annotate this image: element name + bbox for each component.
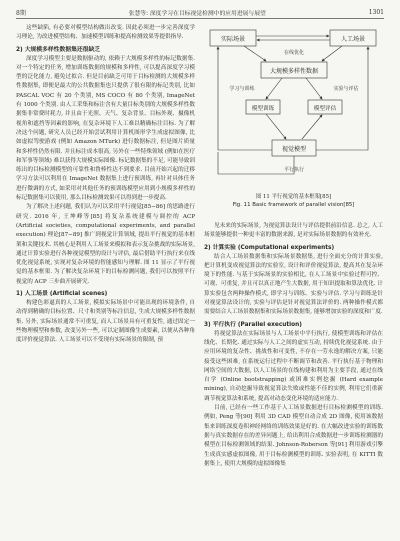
section-heading: 3) 平行执行 (Parallel execution) xyxy=(204,321,302,328)
header-rule xyxy=(16,18,384,19)
paragraph: 将视觉算法在实际场景与人工场景中平行执行, 使模型训练和评估在线化、长期化. 通过实际与人工之间的虚实互动, 持续优化视觉系统. 由于应用环境的复杂性、挑战性和可变性, 不存在一劳永逸的解决方案, 只能接受这些困难, 在系统运行过程中不断调节和改善. 平行执行基于物理和网络空间的大数据, 以人工场景的在线构建和利用为主要手段, 通过在线自学 (Online bootstrapping) 或困难实例挖掘 (Hard example mining), 自动挖掘导致视觉算法失败或性能不佳的实例, 利用它们重新调节视觉算法和系统, 提高对动态变化环境的适应能力. xyxy=(204,330,383,402)
section-heading: 2) 大规模多样性数据集还很缺乏 xyxy=(16,46,101,53)
section-heading: 1) 人工场景 (Artificial scenes) xyxy=(16,291,108,298)
paragraph: 深度学习模型主要是数据驱动的, 依赖于大规模多样性的标记数据集. 对一个特定的任务, 增加训练数据的规模和多样性, 可以提高深度学习模型的泛化能力, 避免过拟合. 但是目前缺乏可用于目标检测的大规模多样性数据集, 即便是最大的公共数据集也只提供了很有限的标记类别, 比如 PASCAL VOC 有 20 个类别, MS COCO 有 80 个类别, ImageNet 有 1000 个类别. 由人工采集和标注含有大量目标类别的大规模多样性数据集非常费时耗力, 并且由于光照、天气、复杂背景、目标外观、摄像机视角和遮挡等因素的影响, 在复杂环境下人工难以精确标注目标. 为了解决这个问题, 研究人员已经开始尝试利用计算机图形学生成虚拟图像, 比如虚拟驾驶游戏 (例如 Amazon MTurk) 进行数据标注, 但是图片质量和多样性仍然有限. 并且标注成本很高, 另外在一些特殊领域 (例如在医疗和军事等领域) 难以获得大规模实际图像. 标记数据集的不足, 可能导致训练出的目标检测模型的可靠性和鲁棒性达不到要求. 目前开始兴起的迁移学习方法可以利用在 ImageNet 数据集上进行预训练, 再针对具体任务进行微调的方式, 如采用对其他任务的预训练模型应用到小规模多样性的标记数据集可以使用, 那么目标检测效果可以得到进一步提高. xyxy=(16,55,195,202)
edge-label-experiments: 实验与评估 xyxy=(333,86,359,92)
left-column xyxy=(16,24,195,534)
paragraph: 目前, 已经有一些工作基于人工场景数据进行目标检测模型的训练. 例如, Peng 等[90] 利用 3D CAD 模型自动合成 2D 图像, 使用该数据集来训练深度卷积神经网络的训练效果是好的. 在大幅改进实验的训练数据与真实数据存在的差异问题上, 给出利用合成数据进一步训练检测器的模型在目标检测领域的结果. Johnson-Roberson 等[91] 利用游戏引擎生成真实感虚拟图像, 用于目标检测模型的训练. 实验表明, 在 KITTI 数据集上, 使用大规模的虚拟图像集 xyxy=(204,405,383,467)
edge-actual-to-data xyxy=(244,46,266,61)
figure-11 xyxy=(204,24,383,220)
edge-label-learning: 学习与训练 xyxy=(229,86,255,92)
edge-model-to-artificial xyxy=(313,47,368,150)
figure-caption-cn: 图 11 平行视觉的基本框架[85] xyxy=(255,194,332,200)
right-column xyxy=(204,24,383,534)
edge-label-online-optimization: 在线优化 xyxy=(283,50,305,56)
edge-model-to-actual xyxy=(218,47,272,150)
paragraph: 这些缺陷, 有必要对模型结构做出改变. 因此必须进一步完善深度学习理论, 为改进模型结构、加速模型训练和提高检测效果等提供指导. xyxy=(16,25,195,41)
node-actual-scene: 实际场景 xyxy=(220,36,246,43)
edge-label-parallel-execution: 平行执行 xyxy=(283,167,305,173)
paragraph: 结合人工场景数据集和实际场景数据集, 进行全面充分的计算实验, 把计算机变成视觉算法的实验室, 设计和评价视觉算法, 提高其在复杂环境下的性能. 与基于实际场景的实验相比, 在人工场景中实验过程可控、可观、可重复, 并且可以真正地产生大数据, 用于知识提取和算法优化. 计算实验包含两种操作模式, 即学习与训练、实验与评估. 学习与训练是针对视觉算法设计的, 实验与评估是针对视觉算法评价的. 两种操作模式都需要结合人工场景数据集和实际场景数据集, 能够增加实验的深度和广度. xyxy=(204,253,383,316)
issue-number: 8期 xyxy=(16,9,26,17)
edge-data-to-evaluation xyxy=(306,78,322,99)
node-large-data: 大规模多样性数据 xyxy=(269,68,319,75)
node-training: 模型训练 xyxy=(251,106,275,112)
edge-model-to-evaluation xyxy=(302,115,322,139)
edge-artificial-to-data xyxy=(322,46,342,61)
edge-training-to-model xyxy=(266,114,286,139)
node-vision-model: 视觉模型 xyxy=(281,146,307,153)
running-header xyxy=(16,6,384,18)
page-number: 1301 xyxy=(368,8,384,16)
running-title: 张慧等: 深度学习在目标视觉检测中的应用进展与展望 xyxy=(128,10,266,17)
edge-data-to-training xyxy=(266,78,282,99)
parallel-vision-diagram xyxy=(204,24,383,200)
paragraph: 构建色彩逼真的人工场景, 模拟实际场景中可能出现的环境条件, 自动得到精确的目标位置、尺寸和类别等标注信息, 生成大规模多样性数据集. 另外, 实际场景通常不可重复, 而人工场景具有可重复性, 通过固定一些物理模型和参数, 改变另外一些, 可以定制图像生成要素, 以便从各种角度评价视觉算法. 人工场景可以不受现有实际场景的限制, 预 xyxy=(16,300,195,344)
figure-caption-en: Fig. 11 Basic framework of parallel vision[85] xyxy=(232,201,355,208)
section-heading: 2) 计算实验 (Computational experiments) xyxy=(204,244,335,251)
node-evaluation: 模型评估 xyxy=(313,106,337,112)
edge-parallel-loop xyxy=(218,152,294,174)
paragraph: 为了解决上述问题, 我们认为可以采用平行视觉[85−86] 的思路进行研究. 2016 年, 王坤峰等[85] 将复杂系统建模与调控的 ACP (Artificial societies, computational experiments, and parallel execution) 理论[87−89] 推广到视觉计算领域, 提出平行视觉的基本框架和关键技术. 其核心是利用人工场景来模拟和表示复杂挑战的实际场景, 通过计算实验进行各种视觉模型的设计与评估, 最后借助平行执行来在线优化视觉系统, 实现对复杂环境的智能感知与理解. 图 11 显示了平行视觉的基本框架. 为了解决复杂环境下的目标检测问题, 我们可以按照平行视觉的 ACP 三步曲开展研究. xyxy=(16,204,195,285)
node-artificial-scene: 人工场景 xyxy=(340,36,366,43)
paragraph: 见未来的实际场景, 为视觉算法设计与评估提供前沿信息. 总之, 人工场景能够提供一种更丰富的数据来源, 是对实际场景数据的有效补充. xyxy=(204,223,383,239)
